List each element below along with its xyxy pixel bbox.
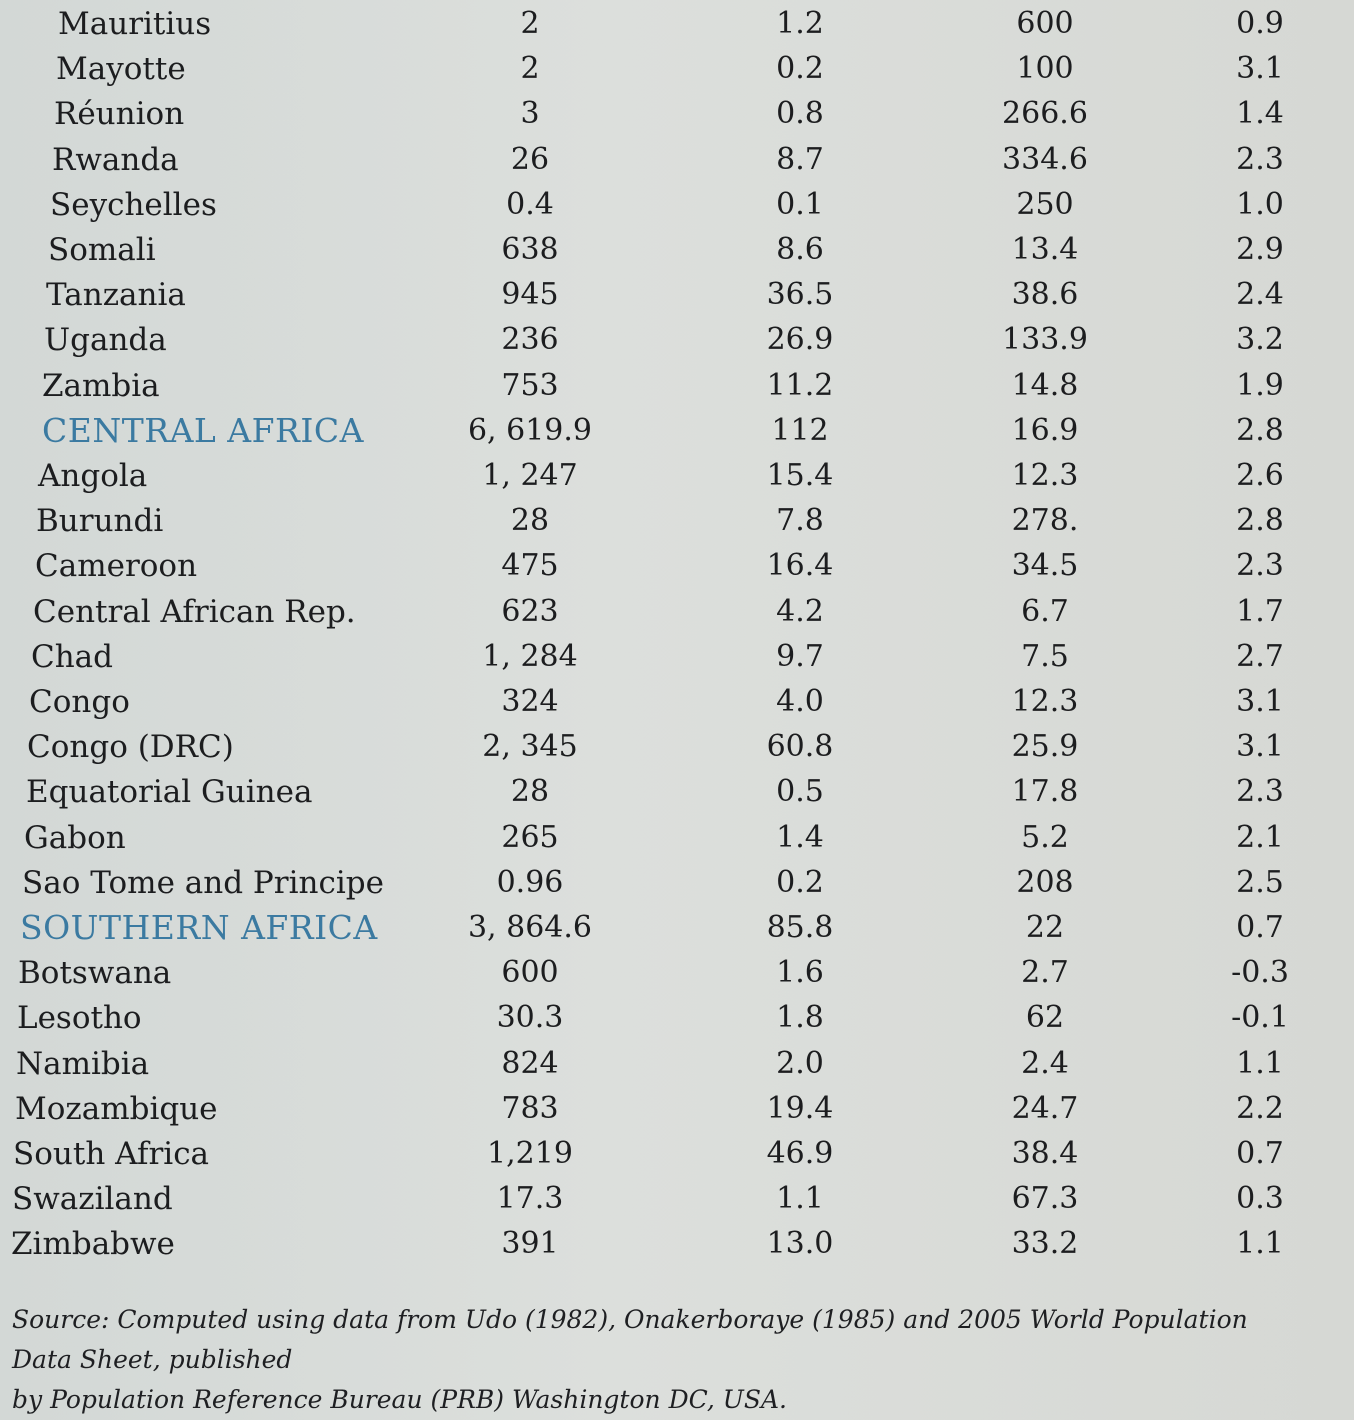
population-cell: 0.8 [776, 96, 824, 132]
table-row [0, 592, 1354, 638]
area-cell: 824 [501, 1045, 559, 1081]
growth-cell: 3.2 [1236, 322, 1284, 358]
growth-cell: -0.1 [1231, 1000, 1289, 1036]
country-name: Congo [29, 684, 130, 720]
density-cell: 24.7 [1011, 1090, 1079, 1126]
growth-cell: 1.0 [1236, 186, 1284, 222]
country-name: Uganda [44, 322, 167, 359]
density-cell: 133.9 [1002, 322, 1088, 358]
table-row [0, 501, 1354, 547]
area-cell: 2 [520, 51, 540, 87]
growth-cell: 3.1 [1236, 51, 1284, 87]
density-cell: 22 [1025, 910, 1065, 945]
density-cell: 62 [1025, 1000, 1065, 1036]
density-cell: 25.9 [1011, 729, 1079, 765]
country-name: Rwanda [52, 141, 179, 178]
country-name: South Africa [13, 1136, 210, 1172]
population-cell: 4.0 [776, 684, 824, 719]
growth-cell: 0.9 [1236, 6, 1284, 41]
table-row [0, 140, 1354, 186]
growth-cell: 0.3 [1236, 1181, 1284, 1217]
table-row [0, 818, 1354, 864]
growth-cell: 2.3 [1236, 774, 1284, 810]
table-row [0, 1224, 1354, 1270]
growth-cell: 2.2 [1236, 1090, 1284, 1126]
table-row [0, 185, 1354, 231]
table-row [0, 637, 1354, 683]
area-cell: 26 [510, 141, 550, 177]
table-row [0, 998, 1354, 1044]
table-row [0, 275, 1354, 321]
country-name: Chad [31, 638, 114, 675]
country-name: Sao Tome and Principe [22, 864, 384, 901]
density-cell: 17.8 [1011, 774, 1079, 810]
growth-cell: 0.7 [1236, 1136, 1284, 1171]
region-name: SOUTHERN AFRICA [20, 908, 378, 947]
area-cell: 753 [501, 367, 559, 403]
population-cell: 9.7 [776, 638, 824, 674]
growth-cell: 1.4 [1236, 96, 1284, 132]
area-cell: 638 [501, 232, 559, 267]
area-cell: 0.96 [496, 864, 564, 900]
table-row [0, 953, 1354, 999]
country-name: Somali [48, 232, 156, 268]
growth-cell: 2.5 [1236, 864, 1284, 900]
country-name: Zimbabwe [11, 1226, 175, 1263]
source-line-1: Source: Computed using data from Udo (1982), Onakerboraye (1985) and 2005 World Population Data Sheet, published [12, 1305, 1248, 1374]
growth-cell: 1.1 [1236, 1226, 1284, 1262]
population-cell: 0.2 [776, 51, 824, 87]
population-cell: 0.2 [776, 864, 824, 900]
growth-cell: -0.3 [1231, 955, 1289, 991]
density-cell: 33.2 [1011, 1226, 1079, 1262]
table-row [0, 1179, 1354, 1225]
country-name: Cameroon [35, 548, 198, 585]
table-row [0, 1044, 1354, 1090]
area-cell: 783 [501, 1090, 559, 1126]
table-row [0, 456, 1354, 502]
area-cell: 391 [501, 1226, 559, 1262]
source-note [12, 1300, 1312, 1420]
density-cell: 334.6 [1002, 141, 1088, 177]
country-name: Mozambique [15, 1090, 218, 1127]
area-cell: 475 [501, 548, 559, 584]
region-heading-row [0, 411, 1354, 457]
population-cell: 11.2 [766, 367, 834, 403]
table-row [0, 320, 1354, 366]
growth-cell: 1.9 [1236, 367, 1284, 403]
density-cell: 12.3 [1011, 458, 1079, 493]
area-cell: 1, 284 [482, 638, 578, 674]
area-cell: 28 [510, 503, 550, 539]
population-cell: 8.6 [776, 232, 824, 267]
density-cell: 7.5 [1021, 638, 1069, 674]
growth-cell: 1.7 [1236, 593, 1284, 629]
growth-cell: 2.7 [1236, 638, 1284, 674]
growth-cell: 2.3 [1236, 141, 1284, 177]
density-cell: 14.8 [1011, 367, 1079, 403]
area-cell: 945 [501, 277, 559, 313]
country-name: Tanzania [46, 277, 186, 314]
density-cell: 67.3 [1011, 1181, 1079, 1217]
density-cell: 6.7 [1021, 593, 1069, 629]
area-cell: 3, 864.6 [467, 910, 593, 945]
population-cell: 26.9 [766, 322, 834, 358]
country-name: Swaziland [12, 1181, 173, 1218]
density-cell: 2.7 [1021, 955, 1069, 991]
area-cell: 17.3 [496, 1181, 564, 1217]
country-name: Gabon [24, 819, 126, 856]
area-cell: 28 [510, 774, 550, 810]
population-cell: 13.0 [766, 1226, 834, 1262]
country-name: Mauritius [58, 6, 212, 42]
country-name: Burundi [36, 503, 164, 540]
population-cell: 1.6 [776, 955, 824, 991]
area-cell: 30.3 [496, 1000, 564, 1036]
table-row [0, 49, 1354, 95]
country-name: Equatorial Guinea [26, 774, 313, 811]
table-row [0, 863, 1354, 909]
table-row [0, 772, 1354, 818]
population-cell: 16.4 [766, 548, 834, 584]
area-cell: 6, 619.9 [467, 412, 593, 448]
area-cell: 1, 247 [482, 458, 578, 493]
population-cell: 19.4 [766, 1090, 834, 1126]
density-cell: 38.4 [1011, 1136, 1079, 1171]
population-cell: 0.5 [776, 774, 824, 810]
growth-cell: 2.4 [1236, 277, 1284, 313]
area-cell: 623 [501, 593, 559, 629]
area-cell: 0.4 [506, 186, 554, 222]
density-cell: 13.4 [1011, 232, 1079, 267]
country-name: Botswana [18, 955, 172, 992]
growth-cell: 3.1 [1236, 729, 1284, 765]
source-line-2: by Population Reference Bureau (PRB) Washington DC, USA. [12, 1385, 787, 1414]
area-cell: 1,219 [487, 1136, 573, 1171]
growth-cell: 2.8 [1236, 503, 1284, 539]
density-cell: 100 [1016, 51, 1074, 87]
population-cell: 1.2 [776, 6, 824, 41]
country-name: Namibia [16, 1045, 150, 1082]
table-row [0, 1134, 1354, 1180]
area-cell: 324 [501, 684, 559, 719]
table-row [0, 546, 1354, 592]
density-cell: 5.2 [1021, 819, 1069, 855]
table-row [0, 682, 1354, 728]
growth-cell: 2.6 [1236, 458, 1284, 493]
area-cell: 600 [501, 955, 559, 991]
density-cell: 250 [1016, 186, 1074, 222]
area-cell: 265 [501, 819, 559, 855]
area-cell: 236 [501, 322, 559, 358]
country-name: Congo (DRC) [27, 729, 234, 766]
density-cell: 266.6 [1002, 96, 1088, 132]
growth-cell: 1.1 [1236, 1045, 1284, 1081]
table-row [0, 4, 1354, 50]
population-cell: 85.8 [766, 910, 834, 945]
density-cell: 12.3 [1011, 684, 1079, 719]
population-cell: 1.1 [776, 1181, 824, 1217]
density-cell: 38.6 [1011, 277, 1079, 313]
density-cell: 2.4 [1021, 1045, 1069, 1081]
country-name: Seychelles [50, 186, 217, 223]
growth-cell: 2.1 [1236, 819, 1284, 855]
region-name: CENTRAL AFRICA [42, 410, 364, 450]
density-cell: 278. [1011, 503, 1079, 539]
growth-cell: 0.7 [1236, 910, 1284, 945]
population-cell: 36.5 [766, 277, 834, 313]
density-cell: 16.9 [1011, 412, 1079, 448]
area-cell: 3 [520, 96, 540, 132]
country-name: Central African Rep. [33, 593, 356, 630]
population-cell: 0.1 [776, 186, 824, 222]
population-cell: 46.9 [766, 1136, 834, 1171]
area-cell: 2, 345 [482, 729, 578, 765]
area-cell: 2 [520, 6, 540, 41]
growth-cell: 2.8 [1236, 412, 1284, 448]
table-row [0, 1089, 1354, 1135]
population-cell: 1.8 [776, 1000, 824, 1036]
growth-cell: 2.9 [1236, 232, 1284, 267]
country-name: Angola [38, 458, 148, 494]
country-name: Zambia [42, 367, 160, 404]
population-cell: 60.8 [766, 729, 834, 765]
country-name: Réunion [54, 96, 185, 133]
region-heading-row [0, 908, 1354, 954]
population-cell: 15.4 [766, 458, 834, 493]
density-cell: 34.5 [1011, 548, 1079, 584]
growth-cell: 3.1 [1236, 684, 1284, 719]
population-cell: 1.4 [776, 819, 824, 855]
population-cell: 7.8 [776, 503, 824, 539]
population-cell: 112 [771, 412, 829, 448]
table-row [0, 727, 1354, 773]
table-row [0, 94, 1354, 140]
country-name: Mayotte [56, 51, 186, 88]
table-row [0, 230, 1354, 276]
density-cell: 600 [1016, 6, 1074, 41]
growth-cell: 2.3 [1236, 548, 1284, 584]
population-cell: 8.7 [776, 141, 824, 177]
population-cell: 2.0 [776, 1045, 824, 1081]
table-row [0, 366, 1354, 412]
population-cell: 4.2 [776, 593, 824, 629]
density-cell: 208 [1016, 864, 1074, 900]
country-name: Lesotho [17, 1000, 142, 1037]
